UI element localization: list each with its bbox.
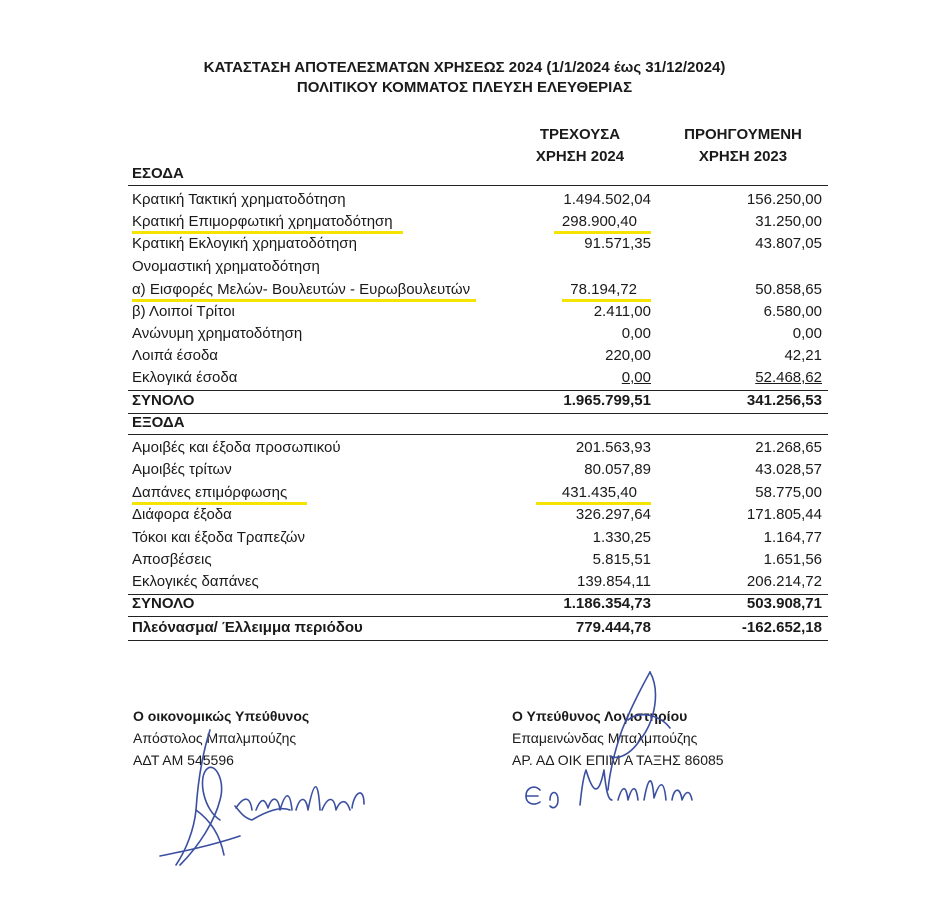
row-label: Διάφορα έξοδα	[132, 506, 232, 523]
expense-row	[128, 459, 828, 481]
row-label: Λοιπά έσοδα	[132, 347, 218, 364]
row-current: 1.330,25	[592, 529, 651, 546]
row-previous: 42,21	[784, 347, 822, 364]
row-current: 78.194,72	[562, 281, 651, 302]
row-current: 91.571,35	[584, 235, 651, 252]
row-previous: 58.775,00	[755, 484, 822, 501]
row-label: Εκλογικά έσοδα	[132, 369, 238, 386]
income-heading: ΕΣΟΔΑ	[132, 165, 184, 182]
row-previous: 171.805,44	[746, 506, 822, 523]
row-current: 220,00	[605, 347, 651, 364]
right-signatory-title: Ο Υπεύθυνος Λογιστηρίου	[512, 708, 688, 724]
row-label: β) Λοιποί Τρίτοι	[132, 303, 235, 320]
document-title-line2: ΠΟΛΙΤΙΚΟΥ ΚΟΜΜΑΤΟΣ ΠΛΕΥΣΗ ΕΛΕΥΘΕΡΙΑΣ	[296, 79, 633, 96]
result-row	[128, 617, 828, 639]
row-previous: 6.580,00	[763, 303, 822, 320]
expenses-total-label: ΣΥΝΟΛΟ	[132, 595, 195, 612]
result-previous: -162.652,18	[741, 619, 822, 636]
row-current: 298.900,40	[554, 213, 651, 234]
row-label: Τόκοι και έξοδα Τραπεζών	[132, 529, 305, 546]
left-signature-image	[140, 660, 400, 880]
row-label: Αμοιβές τρίτων	[132, 461, 232, 478]
row-current: 431.435,40	[536, 484, 651, 505]
income-total-previous: 341.256,53	[746, 392, 822, 409]
row-previous: 21.268,65	[755, 439, 822, 456]
row-current: 0,00	[621, 325, 651, 342]
expense-row	[128, 437, 828, 459]
left-signatory-title: Ο οικονομικώς Υπεύθυνος	[133, 708, 310, 724]
income-total-row	[128, 390, 828, 412]
income-row	[128, 323, 828, 345]
row-previous: 43.028,57	[755, 461, 822, 478]
income-row	[128, 367, 828, 389]
row-label: Εκλογικές δαπάνες	[132, 573, 259, 590]
result-current: 779.444,78	[575, 619, 651, 636]
column-header-previous	[668, 124, 818, 168]
row-current: 5.815,51	[592, 551, 651, 568]
income-total-bottom-rule	[128, 413, 828, 414]
row-label: Κρατική Εκλογική χρηματοδότηση	[132, 235, 357, 252]
row-previous: 43.807,05	[755, 235, 822, 252]
column-header-current	[510, 124, 650, 168]
expense-row	[128, 504, 828, 526]
right-signature-image	[510, 660, 710, 820]
row-current: 80.057,89	[584, 461, 651, 478]
row-current: 0,00	[621, 369, 651, 386]
income-row	[128, 279, 828, 301]
expenses-total-previous: 503.908,71	[746, 595, 822, 612]
expenses-heading-rule	[128, 434, 828, 435]
row-previous: 1.164,77	[763, 529, 822, 546]
row-label: Κρατική Τακτική χρηματοδότηση	[132, 191, 346, 208]
result-bottom-rule	[128, 640, 828, 641]
row-label: Δαπάνες επιμόρφωσης	[132, 484, 307, 505]
column-header-previous-line2: ΧΡΗΣΗ 2023	[698, 148, 788, 165]
column-header-current-line2: ΧΡΗΣΗ 2024	[535, 148, 625, 165]
row-label: Αμοιβές και έξοδα προσωπικού	[132, 439, 341, 456]
document-title-line1: ΚΑΤΑΣΤΑΣΗ ΑΠΟΤΕΛΕΣΜΑΤΩΝ ΧΡΗΣΕΩΣ 2024 (1/1/2024 έως 31/12/2024)	[203, 59, 726, 76]
expense-row	[128, 482, 828, 504]
row-label: Αποσβέσεις	[132, 551, 212, 568]
row-previous: 156.250,00	[746, 191, 822, 208]
income-row	[128, 233, 828, 255]
left-signatory-name: Απόστολος Μπαλμπούζης	[133, 730, 297, 746]
result-label: Πλεόνασμα/ Έλλειμμα περιόδου	[132, 619, 363, 636]
income-row	[128, 189, 828, 211]
row-label: Κρατική Επιμορφωτική χρηματοδότηση	[132, 213, 403, 234]
row-current: 201.563,93	[575, 439, 651, 456]
left-signatory-id: ΑΔΤ ΑΜ 545596	[133, 752, 234, 768]
expense-row	[128, 571, 828, 593]
row-label: Ονομαστική χρηματοδότηση	[132, 258, 320, 275]
income-total-label: ΣΥΝΟΛΟ	[132, 392, 195, 409]
row-previous: 206.214,72	[746, 573, 822, 590]
income-row	[128, 345, 828, 367]
row-previous: 50.858,65	[755, 281, 822, 298]
income-row	[128, 256, 828, 278]
right-signatory-name: Επαμεινώνδας Μπαλμπούζης	[512, 730, 698, 746]
right-signatory-id: ΑΡ. ΑΔ ΟΙΚ ΕΠΙΜ Α ΤΑΞΗΣ 86085	[512, 752, 724, 768]
row-previous: 1.651,56	[763, 551, 822, 568]
column-header-previous-line1: ΠΡΟΗΓΟΥΜΕΝΗ	[684, 126, 802, 143]
income-row	[128, 211, 828, 233]
income-total-current: 1.965.799,51	[563, 392, 651, 409]
row-current: 1.494.502,04	[563, 191, 651, 208]
expenses-total-row	[128, 593, 828, 615]
row-label: α) Εισφορές Μελών- Βουλευτών - Ευρωβουλευτών	[132, 281, 476, 302]
income-heading-rule	[128, 185, 828, 186]
row-current: 2.411,00	[593, 303, 651, 320]
row-current: 139.854,11	[577, 573, 651, 590]
row-current: 326.297,64	[575, 506, 651, 523]
row-previous: 0,00	[792, 325, 822, 342]
row-label: Ανώνυμη χρηματοδότηση	[132, 325, 303, 342]
expense-row	[128, 549, 828, 571]
income-row	[128, 301, 828, 323]
expense-row	[128, 527, 828, 549]
row-previous: 31.250,00	[755, 213, 822, 230]
expenses-total-current: 1.186.354,73	[563, 595, 651, 612]
row-previous: 52.468,62	[755, 369, 822, 386]
column-header-current-line1: ΤΡΕΧΟΥΣΑ	[539, 126, 621, 143]
expenses-heading: ΕΞΟΔΑ	[132, 414, 185, 431]
